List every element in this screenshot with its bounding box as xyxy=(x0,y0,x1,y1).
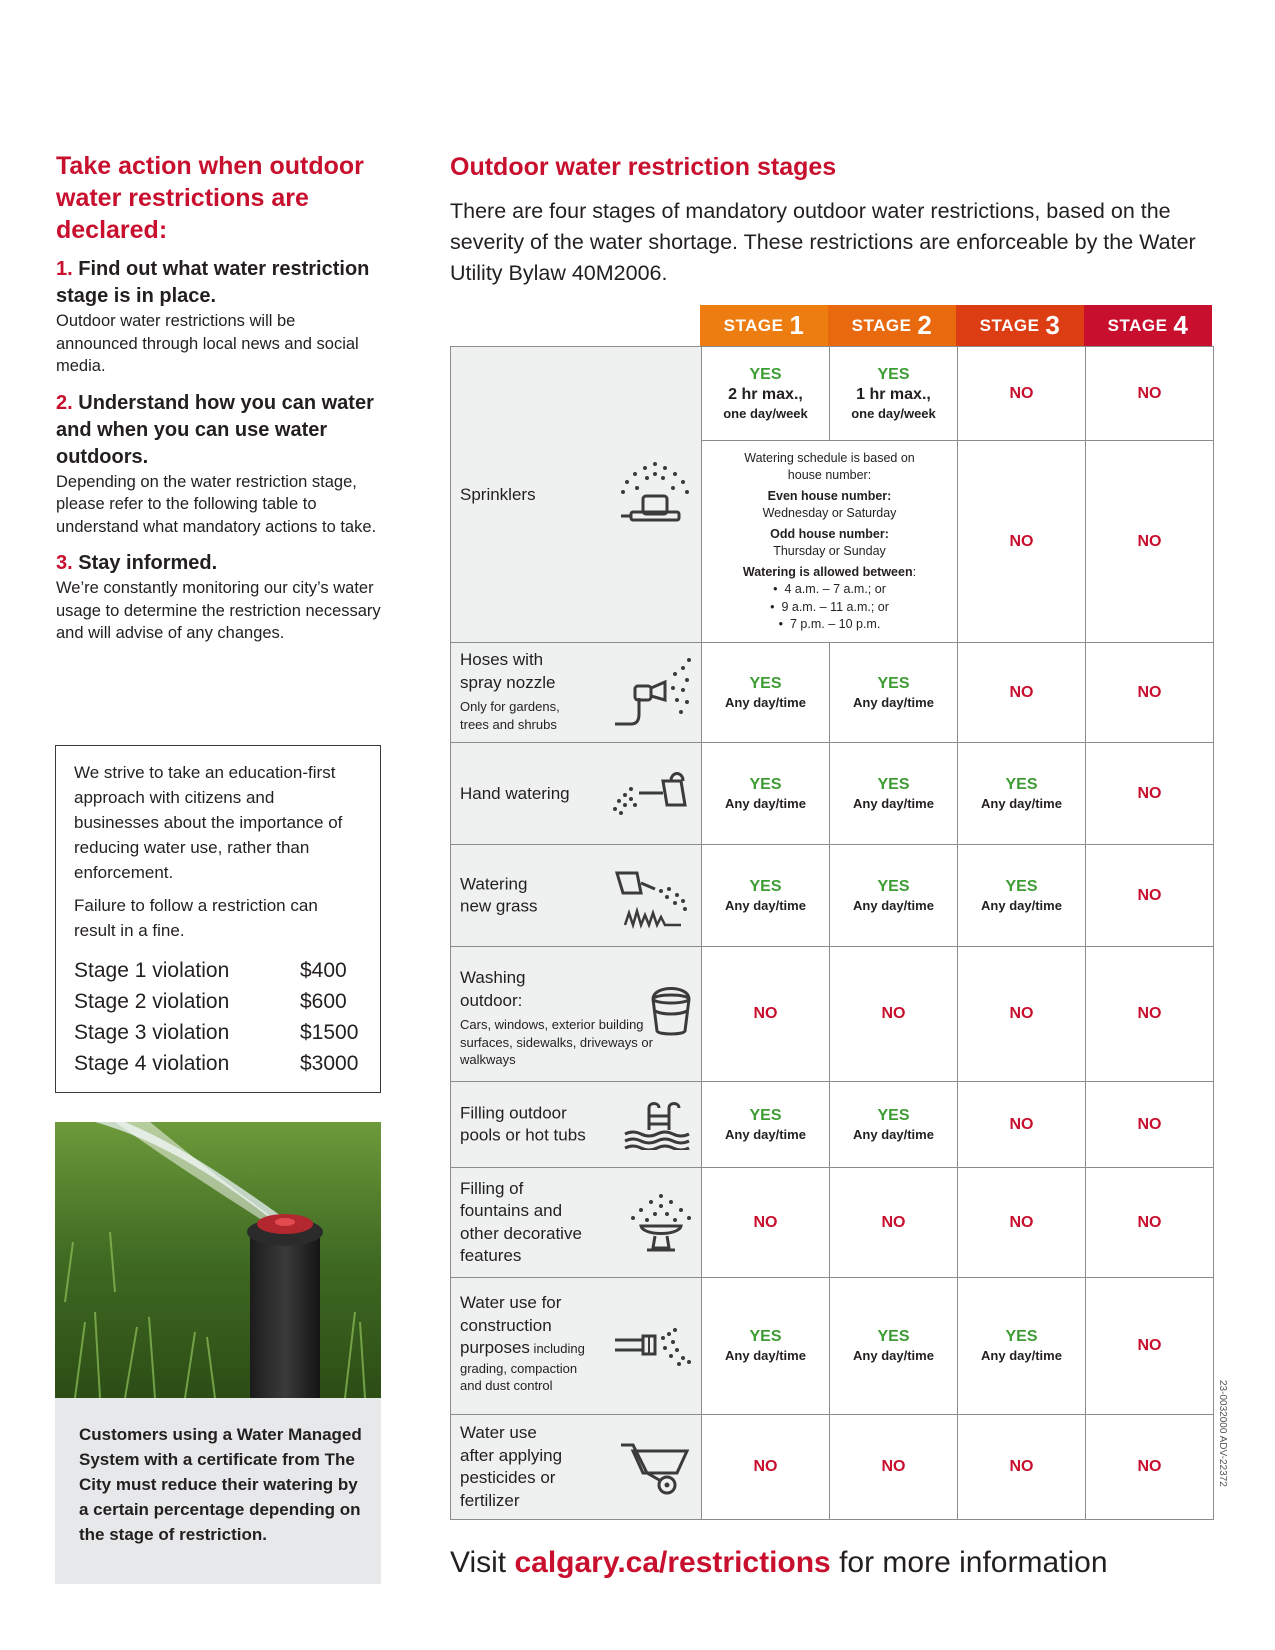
sprinklers-stage-3 xyxy=(958,347,1086,441)
detail: 1 hr max., xyxy=(856,385,931,403)
allowed-colon: : xyxy=(912,564,917,579)
time-slot: • 4 a.m. – 7 a.m.; or xyxy=(773,582,886,596)
restrictions-link[interactable]: calgary.ca/restrictions xyxy=(514,1546,831,1579)
document-code: 23-0032000 ADV-22372 xyxy=(1217,1380,1228,1487)
label-line xyxy=(460,1337,600,1360)
footer-visit xyxy=(450,1546,1108,1580)
detail: Any day/time xyxy=(725,897,806,913)
washing-stage-2 xyxy=(830,947,958,1082)
no-label: NO xyxy=(1137,1213,1162,1231)
no-label: NO xyxy=(753,1213,778,1231)
detail: Any day/time xyxy=(853,1126,934,1142)
no-label: NO xyxy=(1009,384,1034,402)
label-line: Filling of xyxy=(460,1178,524,1198)
table-row xyxy=(451,347,1214,441)
fountains-stage-4 xyxy=(1086,1168,1214,1278)
yes-label: YES xyxy=(1005,775,1038,793)
yes-label: YES xyxy=(877,1106,910,1124)
hand-stage-3 xyxy=(958,743,1086,845)
schedule xyxy=(702,450,957,634)
sprinkler-icon xyxy=(617,460,693,530)
activity-label: Sprinklers xyxy=(460,484,536,504)
no-label: NO xyxy=(1137,886,1162,904)
time-slot: • 7 p.m. – 10 p.m. xyxy=(778,617,881,631)
no-label: NO xyxy=(1137,1337,1162,1354)
label-line: fountains and xyxy=(460,1201,563,1220)
fine-label: Stage 1 violation xyxy=(74,959,230,982)
no-label: NO xyxy=(881,1005,906,1022)
no-label: NO xyxy=(1009,683,1034,701)
construction-hose-icon xyxy=(613,1326,693,1366)
activity-washing xyxy=(451,947,702,1082)
hoses-stage-4 xyxy=(1086,643,1214,743)
washing-stage-1 xyxy=(702,947,830,1082)
construction-stage-1 xyxy=(702,1278,830,1415)
even-label: Even house number: xyxy=(767,488,892,503)
spray-nozzle-icon xyxy=(611,658,693,728)
table-row xyxy=(451,1278,1214,1415)
activity-label xyxy=(460,1422,562,1512)
no-label: NO xyxy=(1137,1458,1162,1475)
step-2-title-text: Understand how you can water and when you can use water outdoors. xyxy=(56,391,374,468)
hoses-stage-3 xyxy=(958,643,1086,743)
stage-word: STAGE xyxy=(1107,315,1168,335)
washing-stage-3 xyxy=(958,947,1086,1082)
label-small: including xyxy=(529,1341,585,1356)
fine-amount: $3000 xyxy=(300,1052,359,1075)
detail: Any day/time xyxy=(725,1126,806,1142)
grass-watering-icon xyxy=(611,863,693,929)
yes-label: YES xyxy=(877,775,910,793)
stage-word: STAGE xyxy=(723,315,784,335)
activity-label xyxy=(460,967,660,1069)
step-3-title-text: Stay informed. xyxy=(78,552,218,574)
label-line: Watering xyxy=(460,874,528,893)
table-row xyxy=(451,1082,1214,1168)
fines-box xyxy=(55,745,381,1093)
label-line: fertilizer xyxy=(460,1490,520,1510)
construction-stage-2 xyxy=(830,1278,958,1415)
detail: Any day/time xyxy=(725,1348,806,1363)
sprinklers-schedule-stage-3 xyxy=(958,441,1086,643)
fines-warning: Failure to follow a restriction can result in a fine. xyxy=(74,896,318,940)
pool-icon xyxy=(623,1100,693,1150)
label-line: new grass xyxy=(460,896,538,916)
no-label: NO xyxy=(1137,384,1162,402)
detail: one day/week xyxy=(851,405,936,421)
odd-days: Thursday or Sunday xyxy=(773,544,886,558)
label-line: after applying xyxy=(460,1445,563,1465)
table-row xyxy=(451,1168,1214,1278)
table-row xyxy=(451,1415,1214,1520)
fine-row xyxy=(74,955,362,986)
no-label: NO xyxy=(881,1213,906,1231)
label-text: purposes xyxy=(460,1338,530,1357)
fine-label: Stage 4 violation xyxy=(74,1052,230,1075)
table-row xyxy=(451,845,1214,947)
yes-label: YES xyxy=(877,674,910,692)
sprinkler-photo xyxy=(55,1122,381,1398)
fountains-stage-2 xyxy=(830,1168,958,1278)
step-1-body: Outdoor water restrictions will be announced through local news and social media. xyxy=(56,312,359,375)
hand-stage-4 xyxy=(1086,743,1214,845)
pools-stage-2 xyxy=(830,1082,958,1168)
label-line: Hoses with xyxy=(460,650,544,669)
no-label: NO xyxy=(1009,1115,1034,1133)
activity-fountains xyxy=(451,1168,702,1278)
label-line: Water use xyxy=(460,1423,537,1442)
pools-stage-3 xyxy=(958,1082,1086,1168)
sprinklers-stage-2 xyxy=(830,347,958,441)
no-label: NO xyxy=(1137,784,1162,802)
detail: Any day/time xyxy=(981,1348,1062,1363)
stages-title: Outdoor water restriction stages xyxy=(450,153,837,181)
sprinkler-schedule xyxy=(702,441,958,643)
grass-stage-2 xyxy=(830,845,958,947)
label-line: outdoor: xyxy=(460,990,523,1010)
step-3-title xyxy=(56,550,381,577)
yes-label: YES xyxy=(1005,1328,1038,1345)
activity-label: Hand watering xyxy=(460,783,570,803)
no-label: NO xyxy=(881,1458,906,1475)
hand-stage-1 xyxy=(702,743,830,845)
step-1-title-text: Find out what water restriction stage is in place. xyxy=(56,258,370,307)
schedule-intro: Watering schedule is based on house number: xyxy=(744,450,915,482)
fine-label: Stage 2 violation xyxy=(74,990,230,1013)
detail: Any day/time xyxy=(853,795,934,811)
activity-label xyxy=(460,1102,586,1147)
detail: one day/week xyxy=(723,405,808,421)
activity-pesticides xyxy=(451,1415,702,1520)
time-slot: • 9 a.m. – 11 a.m.; or xyxy=(770,599,889,614)
yes-label: YES xyxy=(749,877,782,895)
pools-stage-1 xyxy=(702,1082,830,1168)
label-line: other decorative xyxy=(460,1223,582,1243)
sprinklers-stage-4 xyxy=(1086,347,1214,441)
fine-amount: $600 xyxy=(300,990,347,1013)
no-label: NO xyxy=(1137,683,1162,701)
stage-word: STAGE xyxy=(979,315,1040,335)
restriction-table xyxy=(450,346,1214,1520)
fountains-stage-1 xyxy=(702,1168,830,1278)
fine-amount: $400 xyxy=(300,959,347,982)
stage-word: STAGE xyxy=(851,315,912,335)
activity-pools xyxy=(451,1082,702,1168)
fine-label: Stage 3 violation xyxy=(74,1021,230,1044)
watering-can-icon xyxy=(611,769,693,819)
sprinklers-stage-1 xyxy=(702,347,830,441)
step-1-title xyxy=(56,256,381,310)
stage-number: 2 xyxy=(917,310,933,340)
label-line: spray nozzle xyxy=(460,672,556,692)
stage-number: 4 xyxy=(1173,310,1189,340)
activity-construction xyxy=(451,1278,702,1415)
fines-intro: We strive to take an education-first approach with citizens and businesses about the importance of reducing water use, rather than enforcement. xyxy=(74,763,343,882)
no-label: NO xyxy=(1009,532,1034,550)
stage-3-header xyxy=(956,305,1084,346)
activity-label xyxy=(460,1178,582,1268)
label-line: features xyxy=(460,1246,522,1265)
label-line: Washing xyxy=(460,968,526,987)
fine-row xyxy=(74,1048,362,1079)
fine-row xyxy=(74,986,362,1017)
detail: Any day/time xyxy=(853,694,934,710)
no-label: NO xyxy=(1009,1213,1034,1231)
yes-label: YES xyxy=(877,1328,910,1345)
even-days: Wednesday or Saturday xyxy=(762,506,897,520)
wheelbarrow-icon xyxy=(617,1439,693,1495)
stage-headers xyxy=(700,305,1212,346)
grass-stage-4 xyxy=(1086,845,1214,947)
fine-amount: $1500 xyxy=(300,1021,359,1044)
left-heading: Take action when outdoor water restrictions are declared: xyxy=(56,152,364,244)
label-line: pools or hot tubs xyxy=(460,1125,586,1145)
grass-stage-3 xyxy=(958,845,1086,947)
pesticides-stage-1 xyxy=(702,1415,830,1520)
stages-intro: There are four stages of mandatory outdoor water restrictions, based on the severity of the water shortage. These restrictions are enforceable by the Water Utility Bylaw 40M2006. xyxy=(450,199,1196,285)
activity-hand-watering xyxy=(451,743,702,845)
detail: Any day/time xyxy=(981,795,1062,811)
time-slot-text: 7 p.m. – 10 p.m. xyxy=(790,617,881,631)
yes-label: YES xyxy=(749,1328,782,1345)
label-line: Filling outdoor xyxy=(460,1103,567,1122)
stage-number: 3 xyxy=(1045,310,1061,340)
no-label: NO xyxy=(753,1005,778,1022)
sprinklers-schedule-stage-4 xyxy=(1086,441,1214,643)
step-3-body: We’re constantly monitoring our city’s water usage to determine the restriction necessary and will advise of any changes. xyxy=(56,579,381,642)
activity-sprinklers xyxy=(451,347,702,643)
time-slot-text: 4 a.m. – 7 a.m.; or xyxy=(784,582,886,596)
detail: 2 hr max., xyxy=(728,385,803,403)
yes-label: YES xyxy=(749,775,782,793)
detail: Any day/time xyxy=(853,897,934,913)
stage-1-header xyxy=(700,305,828,346)
activity-label xyxy=(460,1292,600,1395)
label-line: construction xyxy=(460,1315,552,1335)
pesticides-stage-2 xyxy=(830,1415,958,1520)
construction-stage-3 xyxy=(958,1278,1086,1415)
pools-stage-4 xyxy=(1086,1082,1214,1168)
hand-stage-2 xyxy=(830,743,958,845)
hoses-stage-2 xyxy=(830,643,958,743)
activity-sub: Cars, windows, exterior building surfaces, sidewalks, driveways or walkways xyxy=(460,1017,653,1067)
left-column xyxy=(56,150,381,657)
allowed-label: Watering is allowed between xyxy=(742,564,913,579)
pesticides-stage-3 xyxy=(958,1415,1086,1520)
no-label: NO xyxy=(753,1458,778,1475)
yes-label: YES xyxy=(877,877,910,895)
fine-row xyxy=(74,1017,362,1048)
stage-4-header xyxy=(1084,305,1212,346)
no-label: NO xyxy=(1137,532,1162,550)
yes-label: YES xyxy=(749,365,782,383)
grass-stage-1 xyxy=(702,845,830,947)
activity-label xyxy=(460,649,580,733)
no-label: NO xyxy=(1009,1005,1034,1022)
step-3-number: 3. xyxy=(56,552,73,574)
step-2-body: Depending on the water restriction stage, please refer to the following table to understand what mandatory actions to take. xyxy=(56,472,377,536)
construction-stage-4 xyxy=(1086,1278,1214,1415)
activity-label xyxy=(460,873,537,918)
detail: Any day/time xyxy=(725,795,806,811)
detail: Any day/time xyxy=(981,897,1062,913)
yes-label: YES xyxy=(877,365,910,383)
yes-label: YES xyxy=(749,674,782,692)
pesticides-stage-4 xyxy=(1086,1415,1214,1520)
table-row xyxy=(451,743,1214,845)
table-row xyxy=(451,947,1214,1082)
activity-new-grass xyxy=(451,845,702,947)
activity-hoses xyxy=(451,643,702,743)
label-line: Water use for xyxy=(460,1293,562,1312)
detail: Any day/time xyxy=(725,694,806,710)
visit-text: Visit xyxy=(450,1546,515,1579)
activity-sub: grading, compaction and dust control xyxy=(460,1360,578,1393)
odd-label: Odd house number: xyxy=(770,526,889,541)
detail: Any day/time xyxy=(853,1348,934,1363)
no-label: NO xyxy=(1137,1115,1162,1133)
yes-label: YES xyxy=(1005,877,1038,895)
fountain-icon xyxy=(629,1192,693,1254)
time-slot-text: 9 a.m. – 11 a.m.; or xyxy=(781,599,889,614)
yes-label: YES xyxy=(749,1106,782,1124)
no-label: NO xyxy=(1137,1005,1162,1022)
label-line: pesticides or xyxy=(460,1468,556,1487)
visit-rest: for more information xyxy=(830,1546,1108,1579)
stage-number: 1 xyxy=(789,310,805,340)
step-1-number: 1. xyxy=(56,258,73,280)
washing-stage-4 xyxy=(1086,947,1214,1082)
no-label: NO xyxy=(1009,1458,1034,1475)
stage-2-header xyxy=(828,305,956,346)
activity-sub: Only for gardens, trees and shrubs xyxy=(460,699,560,732)
hoses-stage-1 xyxy=(702,643,830,743)
bucket-icon xyxy=(649,983,693,1037)
fountains-stage-3 xyxy=(958,1168,1086,1278)
table-row xyxy=(451,643,1214,743)
water-managed-note: Customers using a Water Managed System with a certificate from The City must reduce their watering by a certain percentage depending on the stage of restriction. xyxy=(55,1398,381,1584)
step-2-title xyxy=(56,390,381,471)
step-2-number: 2. xyxy=(56,391,73,414)
